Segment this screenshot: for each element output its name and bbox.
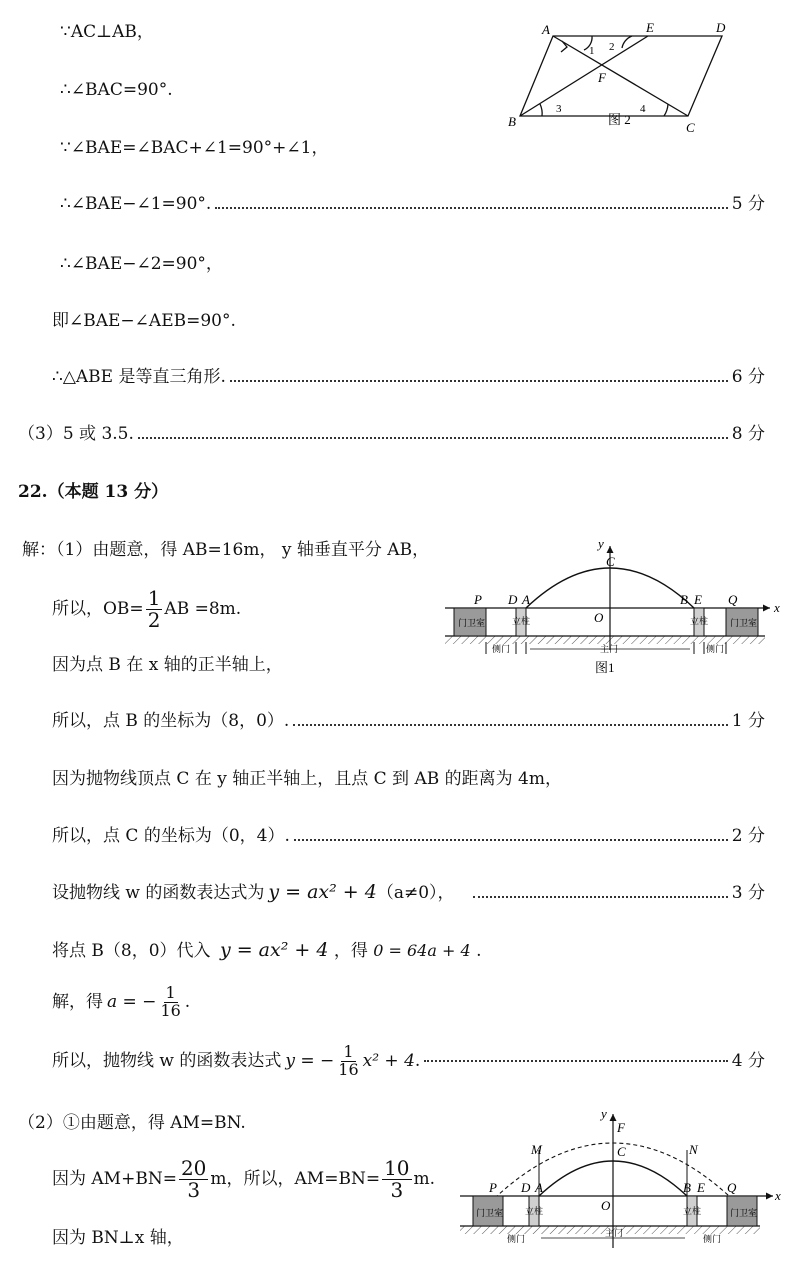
fraction-1-16 xyxy=(336,1044,360,1079)
solution-line-6 xyxy=(52,828,765,845)
angle-4: 4 xyxy=(640,103,646,115)
label-M: M xyxy=(531,1142,542,1157)
side-gate-left-label: 侧门 xyxy=(492,644,511,654)
fraction-denominator: 16 xyxy=(160,1000,181,1020)
leader-dots xyxy=(215,207,727,209)
label-O: O xyxy=(594,610,604,625)
label-B: B xyxy=(680,592,688,607)
label-O: O xyxy=(601,1198,611,1213)
parabola-general-form: y = ax² + 4 xyxy=(268,881,377,903)
label-Q: Q xyxy=(727,1180,737,1195)
leader-dots xyxy=(294,839,728,841)
proof-line-3: ∵∠BAE=∠BAC+∠1=90°+∠1， xyxy=(60,138,329,158)
substitute-mid: ，得 xyxy=(333,941,368,961)
label-F: F xyxy=(617,1120,625,1135)
guard-room-right-label: 门卫室 xyxy=(730,618,758,628)
solution-line-6-text: 所以，点 C 的坐标为（0，4）. xyxy=(52,826,290,846)
fraction-one-half xyxy=(146,588,163,631)
fraction-numerator: 1 xyxy=(147,586,161,610)
pillar-right-label: 立柱 xyxy=(690,616,709,626)
am-bn-mid: m，所以，AM=BN= xyxy=(210,1169,381,1189)
angle-1: 1 xyxy=(589,45,595,57)
part2-line-2 xyxy=(52,1158,435,1201)
substitute-prefix: 将点 B（8，0）代入 xyxy=(52,941,211,961)
label-D: D xyxy=(521,1180,531,1195)
answer-part3 xyxy=(18,426,765,443)
score-8: 8 分 xyxy=(731,424,765,444)
part2-line-3: 因为 BN⊥x 轴， xyxy=(52,1228,184,1248)
label-y: y xyxy=(598,538,604,551)
label-D: D xyxy=(508,592,518,607)
answer-part3-text: （3）5 或 3.5. xyxy=(18,424,134,444)
am-bn-end: m. xyxy=(413,1169,436,1189)
parabola-form: y = ax² + 4 xyxy=(219,939,329,961)
score-5: 5 分 xyxy=(731,194,765,214)
proof-line-7-text: ∴△ABE 是等直三角形. xyxy=(52,367,226,387)
proof-line-5: ∴∠BAE−∠2=90°， xyxy=(60,254,223,274)
substitute-end: . xyxy=(476,941,482,961)
proof-line-7 xyxy=(52,369,765,386)
label-B: B xyxy=(683,1180,691,1195)
proof-line-4 xyxy=(60,196,765,213)
label-B: B xyxy=(508,114,516,129)
leader-dots xyxy=(473,896,728,898)
substituted-equation: 0 = 64a + 4 xyxy=(373,941,471,960)
label-P: P xyxy=(489,1180,497,1195)
label-F: F xyxy=(598,70,606,85)
figure-1 xyxy=(440,538,785,680)
guard-room-left-label: 门卫室 xyxy=(458,618,486,628)
fraction-1-16 xyxy=(158,985,182,1020)
guard-room-left-label: 门卫室 xyxy=(476,1208,504,1218)
ob-prefix: 所以，OB= xyxy=(52,599,144,619)
function-end: . xyxy=(414,1050,421,1071)
solution-line-3: 因为点 B 在 x 轴的正半轴上， xyxy=(52,655,283,675)
fraction-denominator: 3 xyxy=(390,1178,404,1202)
fraction-numerator: 1 xyxy=(343,1042,354,1061)
score-3: 3 分 xyxy=(731,883,765,903)
leader-dots xyxy=(138,437,728,439)
label-x: x xyxy=(775,1188,781,1203)
function-prefix: 所以，抛物线 w 的函数表达式 xyxy=(52,1050,282,1071)
fraction-numerator: 10 xyxy=(384,1156,410,1180)
condition-a-nonzero: （a≠0）， xyxy=(376,883,455,903)
score-4: 4 分 xyxy=(731,1050,765,1071)
label-A: A xyxy=(522,592,530,607)
question-22-title: 22.（本题 13 分） xyxy=(18,482,169,502)
fraction-denominator: 3 xyxy=(187,1178,201,1202)
ob-suffix: AB =8m. xyxy=(164,599,242,619)
proof-line-2: ∴∠BAC=90°. xyxy=(60,80,173,100)
angle-2: 2 xyxy=(609,41,615,53)
pillar-left-label: 立柱 xyxy=(512,616,531,626)
solution-line-5: 因为抛物线顶点 C 在 y 轴正半轴上，且点 C 到 AB 的距离为 4m， xyxy=(52,769,562,789)
a-equals: a = − xyxy=(107,991,157,1012)
side-gate-right-label: 侧门 xyxy=(706,644,725,654)
label-C: C xyxy=(617,1144,626,1159)
fraction-numerator: 1 xyxy=(165,983,176,1002)
figure-2-caption: 图 2 xyxy=(608,112,631,127)
label-x: x xyxy=(774,600,780,615)
label-Q: Q xyxy=(728,592,738,607)
solution-line-7 xyxy=(52,883,765,902)
leader-dots xyxy=(424,1060,727,1062)
label-A: A xyxy=(542,22,550,37)
label-E: E xyxy=(646,20,654,35)
label-D: D xyxy=(716,20,726,35)
score-6: 6 分 xyxy=(731,367,765,387)
fraction-numerator: 20 xyxy=(180,1156,207,1180)
label-P: P xyxy=(474,592,482,607)
figure-2 xyxy=(500,14,740,134)
function-rhs: x² + 4 xyxy=(362,1050,415,1071)
part2-line-1: （2）①由题意，得 AM=BN. xyxy=(18,1113,246,1133)
label-E: E xyxy=(694,592,702,607)
label-C: C xyxy=(606,554,615,569)
pillar-left-label: 立柱 xyxy=(525,1206,544,1216)
label-A: A xyxy=(535,1180,543,1195)
guard-room-right-label: 门卫室 xyxy=(730,1208,758,1218)
leader-dots xyxy=(230,380,728,382)
solution-line-10 xyxy=(52,1044,765,1079)
solve-end: . xyxy=(184,991,191,1012)
am-bn-prefix: 因为 AM+BN= xyxy=(52,1169,177,1189)
label-y: y xyxy=(601,1108,607,1121)
ground-hatch xyxy=(445,636,765,644)
proof-line-6: 即∠BAE−∠AEB=90°. xyxy=(52,311,236,331)
fraction-denominator: 2 xyxy=(147,608,161,632)
fraction-20-3 xyxy=(179,1158,208,1201)
leader-dots xyxy=(293,724,727,726)
main-gate-label: 主门 xyxy=(600,644,619,654)
solution-line-7-prefix: 设抛物线 w 的函数表达式为 xyxy=(52,883,265,903)
y-equals: y = − xyxy=(285,1050,335,1071)
score-2: 2 分 xyxy=(731,826,765,846)
solution-line-4-text: 所以，点 B 的坐标为（8，0）. xyxy=(52,711,290,731)
main-gate-label: 主门 xyxy=(605,1228,624,1238)
side-gate-right-label: 侧门 xyxy=(703,1234,722,1244)
figure-3 xyxy=(455,1108,783,1276)
fraction-10-3 xyxy=(382,1158,411,1201)
solve-prefix: 解，得 xyxy=(52,991,103,1012)
solution-line-9 xyxy=(52,985,190,1020)
solution-line-8 xyxy=(52,941,481,960)
pillar-right-label: 立柱 xyxy=(683,1206,702,1216)
proof-line-1: ∵AC⊥AB， xyxy=(60,22,154,42)
fraction-denominator: 16 xyxy=(338,1059,359,1079)
side-gate-left-label: 侧门 xyxy=(507,1234,526,1244)
solution-line-1: 解：（1）由题意，得 AB=16m， y 轴垂直平分 AB， xyxy=(22,540,430,560)
score-1: 1 分 xyxy=(731,711,765,731)
proof-line-4-text: ∴∠BAE−∠1=90°. xyxy=(60,194,212,214)
solution-line-4 xyxy=(52,713,765,730)
label-N: N xyxy=(689,1142,698,1157)
solution-line-2 xyxy=(52,588,241,631)
label-E: E xyxy=(697,1180,705,1195)
figure-1-caption: 图1 xyxy=(595,660,615,675)
angle-3: 3 xyxy=(556,103,562,115)
label-C: C xyxy=(686,120,695,134)
